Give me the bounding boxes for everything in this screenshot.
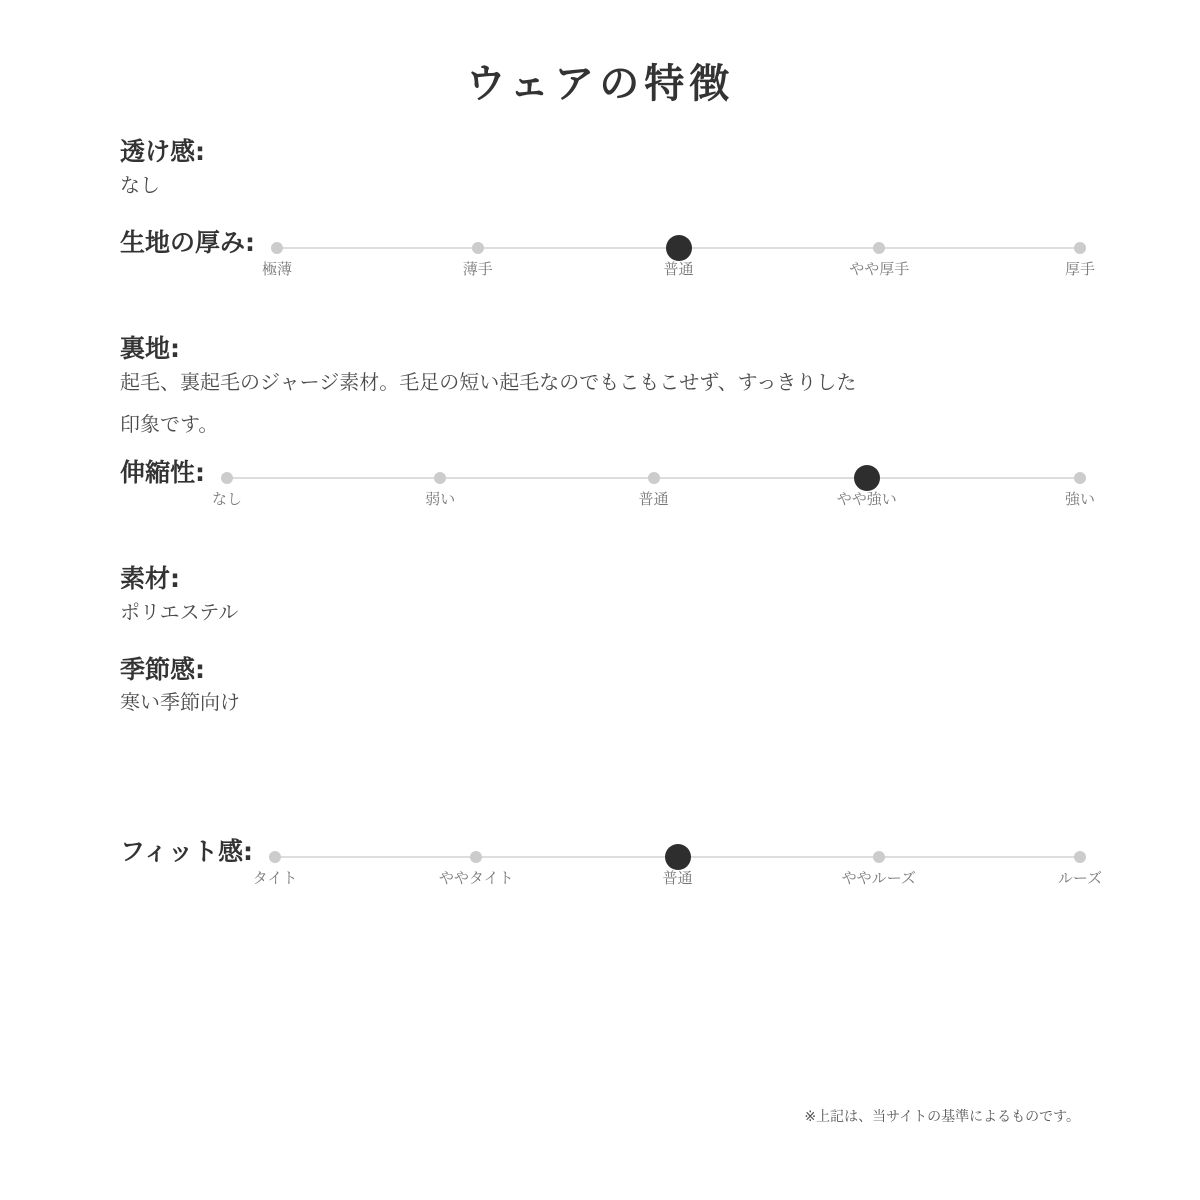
fabric-thickness-slider [255,227,1096,278]
slider-stop-label: やや厚手 [849,259,910,278]
slider-dot [1074,851,1086,863]
slider-dot [1074,472,1086,484]
slider-dot [221,472,233,484]
feature-stretch [120,457,1096,508]
feature-lining [120,333,1080,446]
slider-stop-label: 弱い [425,490,456,508]
slider-dot [271,242,283,254]
wear-features-panel [120,0,1103,887]
slider-dot [873,851,885,863]
slider-stop-label: ややルーズ [841,869,916,887]
feature-fabric-thickness [120,227,1096,278]
slider-dot [1074,242,1086,254]
feature-season [120,654,1080,717]
feature-lining-label: 裏地: [120,333,180,363]
feature-fit-label: フィット感: [120,837,253,866]
page-title: ウェアの特徴 [465,61,735,107]
slider-stop-label: タイト [252,869,298,887]
stretch-slider [205,457,1096,508]
feature-season-label: 季節感: [120,654,205,684]
slider-stop-label: 普通 [663,259,694,278]
slider-stop-label: 強い [1064,490,1096,508]
slider-stop-label: 普通 [662,869,693,887]
feature-material-label: 素材: [120,564,180,593]
feature-fabric-thickness-label: 生地の厚み: [120,227,255,257]
slider-stop-label: 普通 [638,490,669,508]
feature-material [120,563,1080,626]
slider-dot [873,242,885,254]
feature-stretch-label: 伸縮性: [120,458,205,487]
feature-season-value: 寒い季節向け [120,690,240,714]
slider-track [211,457,1096,508]
slider-dot [269,851,281,863]
feature-material-value: ポリエステル [120,599,239,624]
feature-sheerness [120,136,1080,199]
slider-stop-label: 薄手 [462,259,493,278]
feature-sheerness-value: なし [120,172,160,197]
slider-dot [434,472,446,484]
slider-stop-label: ややタイト [438,869,514,887]
slider-dot [472,242,484,254]
slider-stop-label: やや強い [836,490,897,508]
slider-dot [648,472,660,484]
slider-stop-label: 極薄 [261,259,293,278]
slider-stop-label: 厚手 [1064,259,1096,278]
feature-sheerness-label: 透け感: [120,137,205,166]
fit-slider [252,836,1103,887]
feature-lining-value: 起毛、裏起毛のジャージ素材。毛足の短い起毛なのでもこもこせず、すっきりした印象です。 [120,370,857,436]
slider-stop-label: ルーズ [1057,869,1103,887]
feature-fit [120,836,1103,887]
slider-track [261,227,1096,278]
footnote: ※上記は、当サイトの基準によるものです。 [804,1109,1080,1125]
slider-stop-label: なし [211,490,243,508]
slider-track [252,836,1103,887]
slider-dot [470,851,482,863]
